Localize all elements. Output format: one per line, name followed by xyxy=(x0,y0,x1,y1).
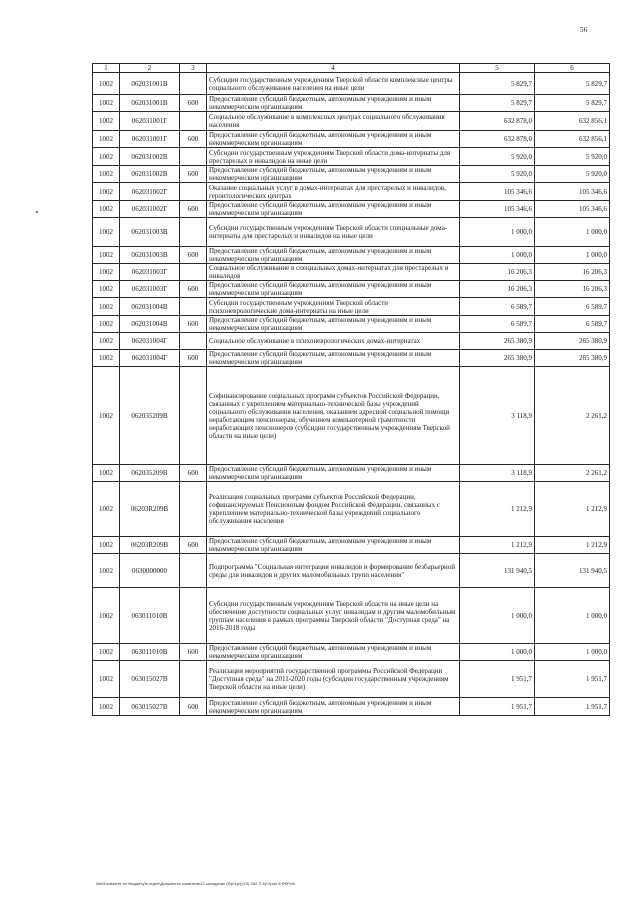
table-cell: 1 212,9 xyxy=(535,482,610,537)
budget-table xyxy=(92,63,610,716)
table-cell: 063015027В xyxy=(120,661,180,698)
table-header-row xyxy=(93,64,610,73)
table-cell xyxy=(180,218,207,247)
table-cell: 1002 xyxy=(93,554,120,588)
table-cell: 1002 xyxy=(93,333,120,350)
table-cell xyxy=(180,148,207,166)
table-cell: 105 346,6 xyxy=(535,183,610,201)
table-cell: Предоставление субсидий бюджетным, автономным учреждениям и иным некоммерческим организациям xyxy=(207,131,460,148)
table-cell: 632 856,1 xyxy=(535,112,610,131)
table-cell: 1002 xyxy=(93,350,120,367)
table-cell: Подпрограмма "Социальная интеграция инвалидов и формирование безбарьерной среды для инвалидов и других маломобильных групп населения" xyxy=(207,554,460,588)
table-cell: 6 589,7 xyxy=(535,298,610,316)
table-row xyxy=(93,298,610,316)
table-cell: 0630000000 xyxy=(120,554,180,588)
table-cell: 600 xyxy=(180,281,207,298)
table-cell xyxy=(180,264,207,281)
table-cell: 5 829,7 xyxy=(535,73,610,95)
table-row xyxy=(93,148,610,166)
table-cell: 5 829,7 xyxy=(460,73,535,95)
table-cell: 1002 xyxy=(93,316,120,333)
column-header: 3 xyxy=(180,64,207,73)
table-cell: 1 000,0 xyxy=(460,644,535,661)
table-cell: 265 380,9 xyxy=(460,333,535,350)
page-number: 56 xyxy=(580,26,588,34)
table-row xyxy=(93,201,610,218)
table-cell: 1 951,7 xyxy=(460,698,535,716)
table-cell: 1 212,9 xyxy=(460,482,535,537)
table-cell: 1002 xyxy=(93,112,120,131)
table-cell: 1002 xyxy=(93,247,120,264)
table-cell: Предоставление субсидий бюджетным, автономным учреждениям и иным некоммерческим организациям xyxy=(207,316,460,333)
table-row xyxy=(93,247,610,264)
table-row xyxy=(93,183,610,201)
table-cell: 600 xyxy=(180,131,207,148)
table-cell: 062031002В xyxy=(120,148,180,166)
table-cell: 265 380,9 xyxy=(535,350,610,367)
table-cell xyxy=(180,183,207,201)
table-row xyxy=(93,333,610,350)
table-cell: 1002 xyxy=(93,537,120,554)
table-cell: Субсидии государственным учреждениям Тверской области на иные цели на обеспечение доступности социальных услуг инвалидам и другим маломобильным группам населения в рамках программы Тверской области "Доступная среда" на 2016-2018 годы xyxy=(207,588,460,644)
table-cell: 1002 xyxy=(93,482,120,537)
table-cell: 265 380,9 xyxy=(535,333,610,350)
table-cell xyxy=(180,333,207,350)
table-cell: 1 951,7 xyxy=(535,661,610,698)
table-cell: 600 xyxy=(180,698,207,716)
table-cell: 1002 xyxy=(93,131,120,148)
table-cell: Социальное обслуживание в психоневрологических домах-интернатах xyxy=(207,333,460,350)
table-cell: 5 920,0 xyxy=(535,148,610,166)
table-cell: 1002 xyxy=(93,218,120,247)
table-cell: 1 000,0 xyxy=(535,247,610,264)
table-row xyxy=(93,350,610,367)
table-row xyxy=(93,131,610,148)
table-cell: 131 940,5 xyxy=(460,554,535,588)
table-cell xyxy=(180,73,207,95)
table-cell xyxy=(180,482,207,537)
table-cell: 632 856,1 xyxy=(535,131,610,148)
table-cell: 1002 xyxy=(93,698,120,716)
table-row xyxy=(93,73,610,95)
table-cell: 16 206,3 xyxy=(535,281,610,298)
table-cell: Предоставление субсидий бюджетным, автономным учреждениям и иным некоммерческим организациям xyxy=(207,95,460,112)
table-cell: 6 589,7 xyxy=(535,316,610,333)
table-row xyxy=(93,218,610,247)
table-cell: 1002 xyxy=(93,183,120,201)
table-row xyxy=(93,698,610,716)
table-cell: 600 xyxy=(180,95,207,112)
table-cell: Предоставление субсидий бюджетным, автономным учреждениям и иным некоммерческим организациям xyxy=(207,465,460,482)
table-cell: 062031001В xyxy=(120,73,180,95)
table-cell: 1002 xyxy=(93,73,120,95)
table-cell: 1002 xyxy=(93,298,120,316)
table-cell: 5 920,0 xyxy=(535,166,610,183)
table-row xyxy=(93,537,610,554)
table-cell xyxy=(180,367,207,465)
table-cell: 600 xyxy=(180,350,207,367)
table-cell: 063011010В xyxy=(120,588,180,644)
table-cell: 5 920,0 xyxy=(460,166,535,183)
table-cell: 062031001В xyxy=(120,95,180,112)
table-cell: 105 346,6 xyxy=(460,183,535,201)
table-cell: Субсидии государственным учреждениям Тверской области комплексные центры социального обслуживания населения на иные цели xyxy=(207,73,460,95)
table-cell: 1 000,0 xyxy=(460,247,535,264)
table-cell: 062031002Г xyxy=(120,201,180,218)
table-cell: 1 212,9 xyxy=(535,537,610,554)
table-cell: 1 212,9 xyxy=(460,537,535,554)
table-row xyxy=(93,465,610,482)
table-cell: 062035209В xyxy=(120,465,180,482)
table-row xyxy=(93,264,610,281)
table-cell: 16 206,3 xyxy=(460,281,535,298)
table-row xyxy=(93,661,610,698)
table-cell: 3 118,9 xyxy=(460,465,535,482)
table-cell: Предоставление субсидий бюджетным, автономным учреждениям и иным некоммерческим организациям xyxy=(207,644,460,661)
table-cell: 1002 xyxy=(93,588,120,644)
table-cell: 600 xyxy=(180,644,207,661)
table-cell: Предоставление субсидий бюджетным, автономным учреждениям и иным некоммерческим организациям xyxy=(207,166,460,183)
table-cell: 600 xyxy=(180,201,207,218)
table-cell: Предоставление субсидий бюджетным, автономным учреждениям и иным некоммерческим организациям xyxy=(207,201,460,218)
table-row xyxy=(93,166,610,183)
table-cell: 1002 xyxy=(93,95,120,112)
table-cell: 6 589,7 xyxy=(460,298,535,316)
table-cell: 1002 xyxy=(93,281,120,298)
table-cell xyxy=(180,588,207,644)
table-cell: Софинансирование социальных программ субъектов Российской Федерации, связанных с укреплением материально-технической базы учреждений социального обслуживания населения, оказанием адресной социальной помощи неработающим пенсионерам, обучением компьютерной грамотности неработающих пенсионеров (субсидии государственным учреждениям Тверской области на иные цели) xyxy=(207,367,460,465)
table-cell: 1002 xyxy=(93,201,120,218)
table-cell: 1002 xyxy=(93,644,120,661)
table-cell: 600 xyxy=(180,465,207,482)
table-cell: Социальное обслуживание в комплексных центрах социального обслуживания населения xyxy=(207,112,460,131)
table-cell: 06203R209В xyxy=(120,482,180,537)
table-cell: 265 380,9 xyxy=(460,350,535,367)
table-cell: 1 000,0 xyxy=(535,588,610,644)
table-cell: 062031003В xyxy=(120,247,180,264)
table-cell: 1002 xyxy=(93,367,120,465)
table-cell: Оказание социальных услуг в домах-интернатах для престарелых и инвалидов, геронтологических центрах xyxy=(207,183,460,201)
table-cell: Субсидии государственным учреждениям Тверской области дома-интернаты для престарелых и инвалидов на иные цели xyxy=(207,148,460,166)
table-row xyxy=(93,316,610,333)
table-cell: 1002 xyxy=(93,148,120,166)
table-cell: 105 346,6 xyxy=(460,201,535,218)
table-row xyxy=(93,367,610,465)
table-cell: Предоставление субсидий бюджетным, автономным учреждениям и иным некоммерческим организациям xyxy=(207,698,460,716)
table-cell: 1 000,0 xyxy=(460,588,535,644)
table-cell: 131 940,5 xyxy=(535,554,610,588)
table-cell: 2 261,2 xyxy=(535,465,610,482)
table-cell: 105 346,6 xyxy=(535,201,610,218)
table-cell: 6 589,7 xyxy=(460,316,535,333)
footer-file-path: \\fs01\комитет по бюджету\в отдел\Документы комитета\12 заседание (б\р\1р\(\(13) 282-П-6)\Прил 5 ФКР.xls xyxy=(96,881,295,886)
table-row xyxy=(93,588,610,644)
table-cell: Реализация мероприятий государственной программы Российской Федерации "Доступная среда" на 2011-2020 годы (субсидии государственным учреждениям Тверской области на иные цели) xyxy=(207,661,460,698)
table-cell: 062031004В xyxy=(120,298,180,316)
table-cell: 062031001Г xyxy=(120,131,180,148)
table-cell: Предоставление субсидий бюджетным, автономным учреждениям и иным некоммерческим организациям xyxy=(207,281,460,298)
table-cell: 5 920,0 xyxy=(460,148,535,166)
table-cell: 600 xyxy=(180,316,207,333)
table-cell xyxy=(180,661,207,698)
table-cell: 06203R209В xyxy=(120,537,180,554)
table-cell: Предоставление субсидий бюджетным, автономным учреждениям и иным некоммерческим организациям xyxy=(207,350,460,367)
table-cell xyxy=(180,112,207,131)
table-cell: 063015027В xyxy=(120,698,180,716)
table-cell: 062031004Г xyxy=(120,333,180,350)
table-cell: Предоставление субсидий бюджетным, автономным учреждениям и иным некоммерческим организациям xyxy=(207,247,460,264)
table-cell: 062031001Г xyxy=(120,112,180,131)
table-cell: 062031004Г xyxy=(120,350,180,367)
table-cell: Предоставление субсидий бюджетным, автономным учреждениям и иным некоммерческим организациям xyxy=(207,537,460,554)
table-cell xyxy=(180,298,207,316)
table-cell: 062031002В xyxy=(120,166,180,183)
table-cell: 1002 xyxy=(93,465,120,482)
table-cell xyxy=(180,554,207,588)
table-cell: Реализация социальных программ субъектов Российской Федерации, софинансируемых Пенсионным фондом Российской Федерации, связанных с укреплением материально-технической базы учреждений социального обслуживания населения xyxy=(207,482,460,537)
table-cell: 1 951,7 xyxy=(460,661,535,698)
table-cell: Социальное обслуживание в специальных домах-интернатах для престарелых и инвалидов xyxy=(207,264,460,281)
table-cell: 1 951,7 xyxy=(535,698,610,716)
table-cell: 5 829,7 xyxy=(535,95,610,112)
table-cell: 062031003Г xyxy=(120,264,180,281)
table-row xyxy=(93,644,610,661)
column-header: 5 xyxy=(460,64,535,73)
scan-speck xyxy=(36,211,38,213)
table-cell: 062031002Г xyxy=(120,183,180,201)
column-header: 6 xyxy=(535,64,610,73)
table-cell: 062031004В xyxy=(120,316,180,333)
table-row xyxy=(93,112,610,131)
table-cell: 1002 xyxy=(93,661,120,698)
table-row xyxy=(93,482,610,537)
column-header: 2 xyxy=(120,64,180,73)
table-row xyxy=(93,281,610,298)
table-cell: Субсидии государственным учреждениям Тверской области психоневрологические дома-интернаты на иные цели xyxy=(207,298,460,316)
table-cell: 062031003В xyxy=(120,218,180,247)
table-cell: 16 206,3 xyxy=(535,264,610,281)
table-cell: 600 xyxy=(180,537,207,554)
column-header: 4 xyxy=(207,64,460,73)
table-cell: 5 829,7 xyxy=(460,95,535,112)
table-cell: 1 000,0 xyxy=(535,218,610,247)
table-cell: 632 878,0 xyxy=(460,112,535,131)
table-cell: Субсидии государственным учреждениям Тверской области специальные дома-интернаты для престарелых и инвалидов на иные цели xyxy=(207,218,460,247)
table-cell: 063011010В xyxy=(120,644,180,661)
table-cell: 1002 xyxy=(93,264,120,281)
table-cell: 1 000,0 xyxy=(460,218,535,247)
column-header: 1 xyxy=(93,64,120,73)
table-cell: 632 878,0 xyxy=(460,131,535,148)
table-cell: 600 xyxy=(180,247,207,264)
table-cell: 1002 xyxy=(93,166,120,183)
table-cell: 3 118,9 xyxy=(460,367,535,465)
table-cell: 600 xyxy=(180,166,207,183)
table-row xyxy=(93,95,610,112)
table-cell: 1 000,0 xyxy=(535,644,610,661)
table-cell: 2 261,2 xyxy=(535,367,610,465)
table-cell: 16 206,3 xyxy=(460,264,535,281)
table-row xyxy=(93,554,610,588)
table-cell: 062035209В xyxy=(120,367,180,465)
table-cell: 062031003Г xyxy=(120,281,180,298)
